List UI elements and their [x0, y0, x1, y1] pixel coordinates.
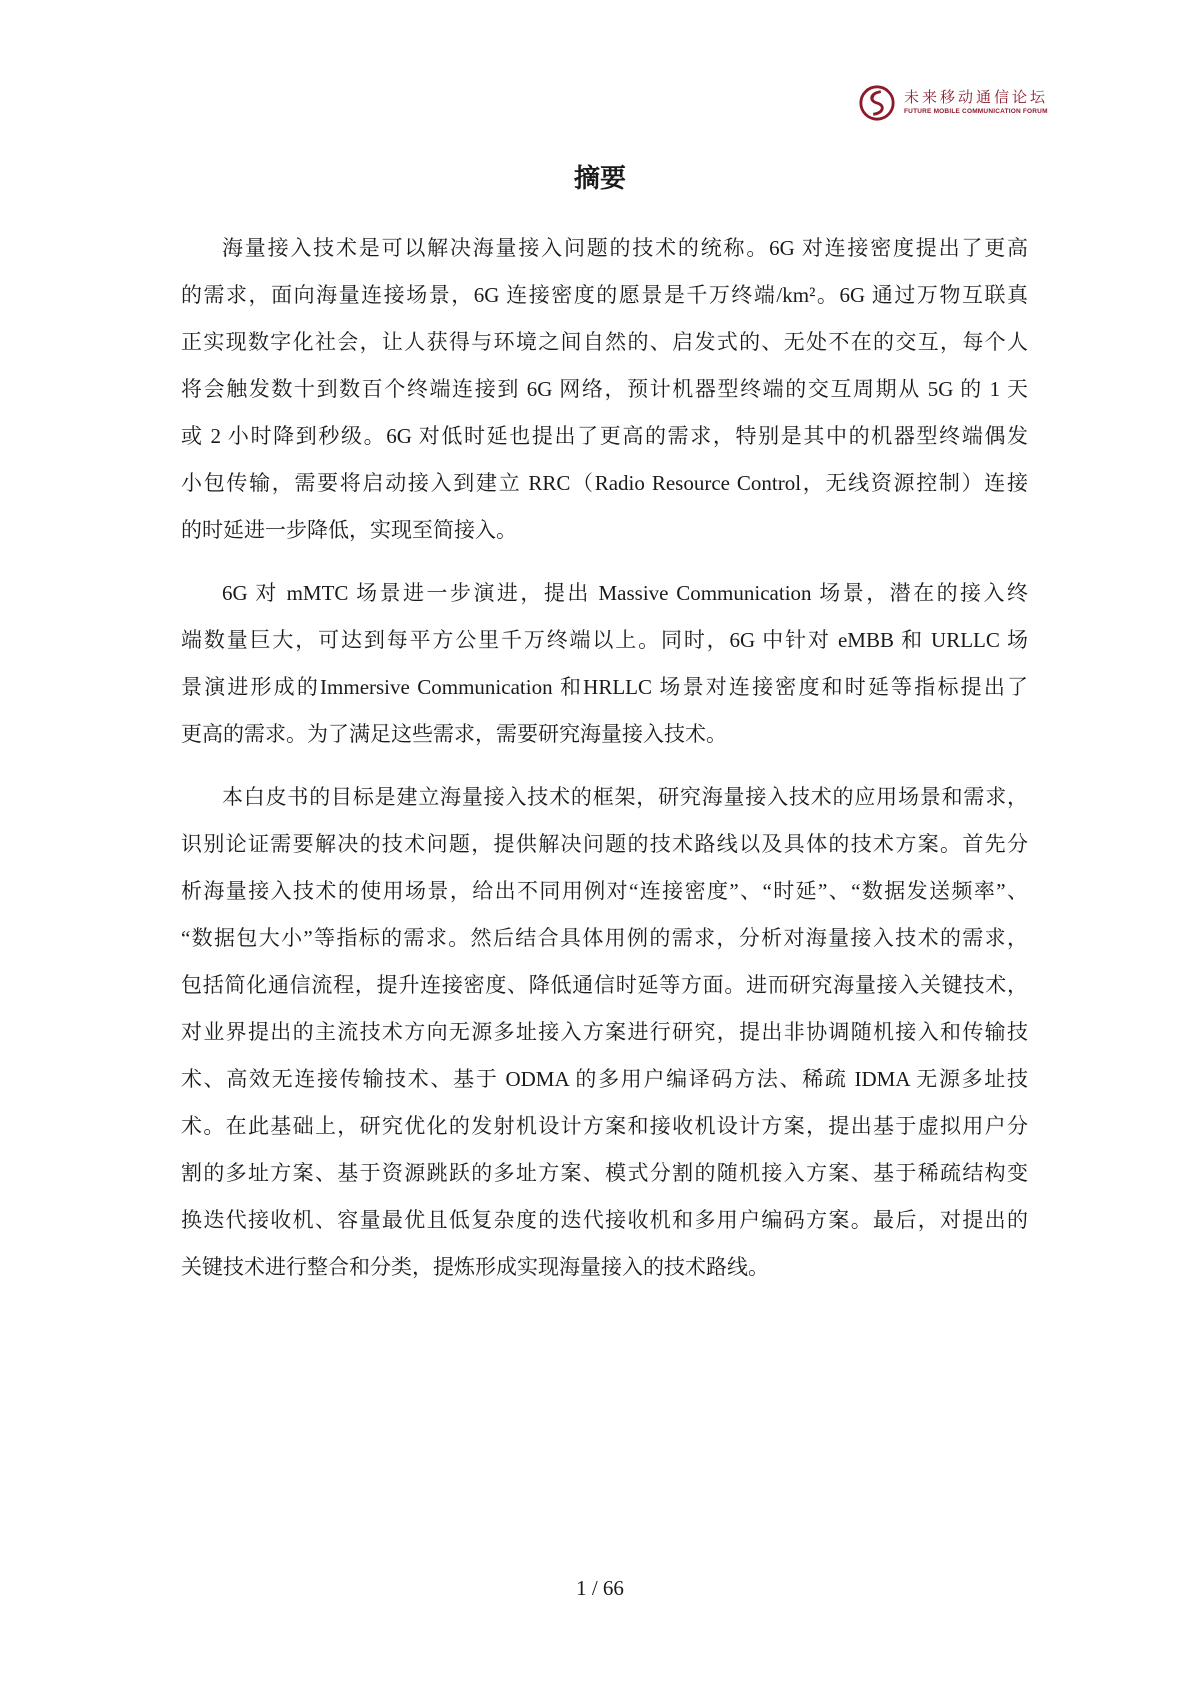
paragraph-line: 小包传输，需要将启动接入到建立 RRC（Radio Resource Control，无线资源控制）连接: [181, 471, 1028, 495]
paragraph: [181, 774, 1028, 1291]
page-number: 1 / 66: [576, 1576, 624, 1600]
paragraph-line: 正实现数字化社会，让人获得与环境之间自然的、启发式的、无处不在的交互，每个人: [181, 330, 1028, 354]
paragraph-line: 景演进形成的Immersive Communication 和HRLLC 场景对连接密度和时延等指标提出了: [181, 675, 1028, 699]
paragraph-line: 海量接入技术是可以解决海量接入问题的技术的统称。6G 对连接密度提出了更高: [222, 236, 1028, 260]
abstract-body: [181, 225, 1028, 1307]
page-title: 摘要: [573, 164, 626, 194]
paragraph-line: 识别论证需要解决的技术问题，提供解决问题的技术路线以及具体的技术方案。首先分: [181, 832, 1028, 856]
forum-emblem-icon: [858, 84, 896, 122]
paragraph: [181, 570, 1028, 758]
paragraph-line: 的时延进一步降低，实现至简接入。: [181, 518, 517, 542]
paragraph-line: 端数量巨大，可达到每平方公里千万终端以上。同时，6G 中针对 eMBB 和 URLLC 场: [181, 628, 1028, 652]
forum-logo: [858, 84, 1048, 122]
paragraph-line: “数据包大小”等指标的需求。然后结合具体用例的需求，分析对海量接入技术的需求，: [181, 926, 1028, 950]
paragraph-line: 术、高效无连接传输技术、基于 ODMA 的多用户编译码方法、稀疏 IDMA 无源多址技: [181, 1067, 1028, 1091]
paragraph-line: 析海量接入技术的使用场景，给出不同用例对“连接密度”、“时延”、“数据发送频率”、: [181, 879, 1028, 903]
paragraph-line: 术。在此基础上，研究优化的发射机设计方案和接收机设计方案，提出基于虚拟用户分: [181, 1114, 1028, 1138]
paragraph-line: 6G 对 mMTC 场景进一步演进，提出 Massive Communication 场景，潜在的接入终: [222, 581, 1028, 605]
paragraph-line: 换迭代接收机、容量最优且低复杂度的迭代接收机和多用户编码方案。最后，对提出的: [181, 1208, 1028, 1232]
paragraph-line: 割的多址方案、基于资源跳跃的多址方案、模式分割的随机接入方案、基于稀疏结构变: [181, 1161, 1028, 1185]
paragraph: [181, 225, 1028, 554]
logo-chinese-name: 未来移动通信论坛: [904, 90, 1049, 106]
paragraph-line: 的需求，面向海量连接场景，6G 连接密度的愿景是千万终端/km²。6G 通过万物互联真: [181, 283, 1028, 307]
paragraph-line: 或 2 小时降到秒级。6G 对低时延也提出了更高的需求，特别是其中的机器型终端偶发: [181, 424, 1028, 448]
paragraph-line: 将会触发数十到数百个终端连接到 6G 网络，预计机器型终端的交互周期从 5G 的 1 天: [181, 377, 1028, 401]
logo-english-name: FUTURE MOBILE COMMUNICATION FORUM: [904, 108, 1048, 115]
paragraph-line: 关键技术进行整合和分类，提炼形成实现海量接入的技术路线。: [181, 1255, 769, 1279]
paragraph-line: 包括简化通信流程，提升连接密度、降低通信时延等方面。进而研究海量接入关键技术，: [181, 973, 1028, 997]
paragraph-line: 本白皮书的目标是建立海量接入技术的框架，研究海量接入技术的应用场景和需求，: [222, 785, 1028, 809]
paragraph-line: 对业界提出的主流技术方向无源多址接入方案进行研究，提出非协调随机接入和传输技: [181, 1020, 1028, 1044]
paragraph-line: 更高的需求。为了满足这些需求，需要研究海量接入技术。: [181, 722, 727, 746]
